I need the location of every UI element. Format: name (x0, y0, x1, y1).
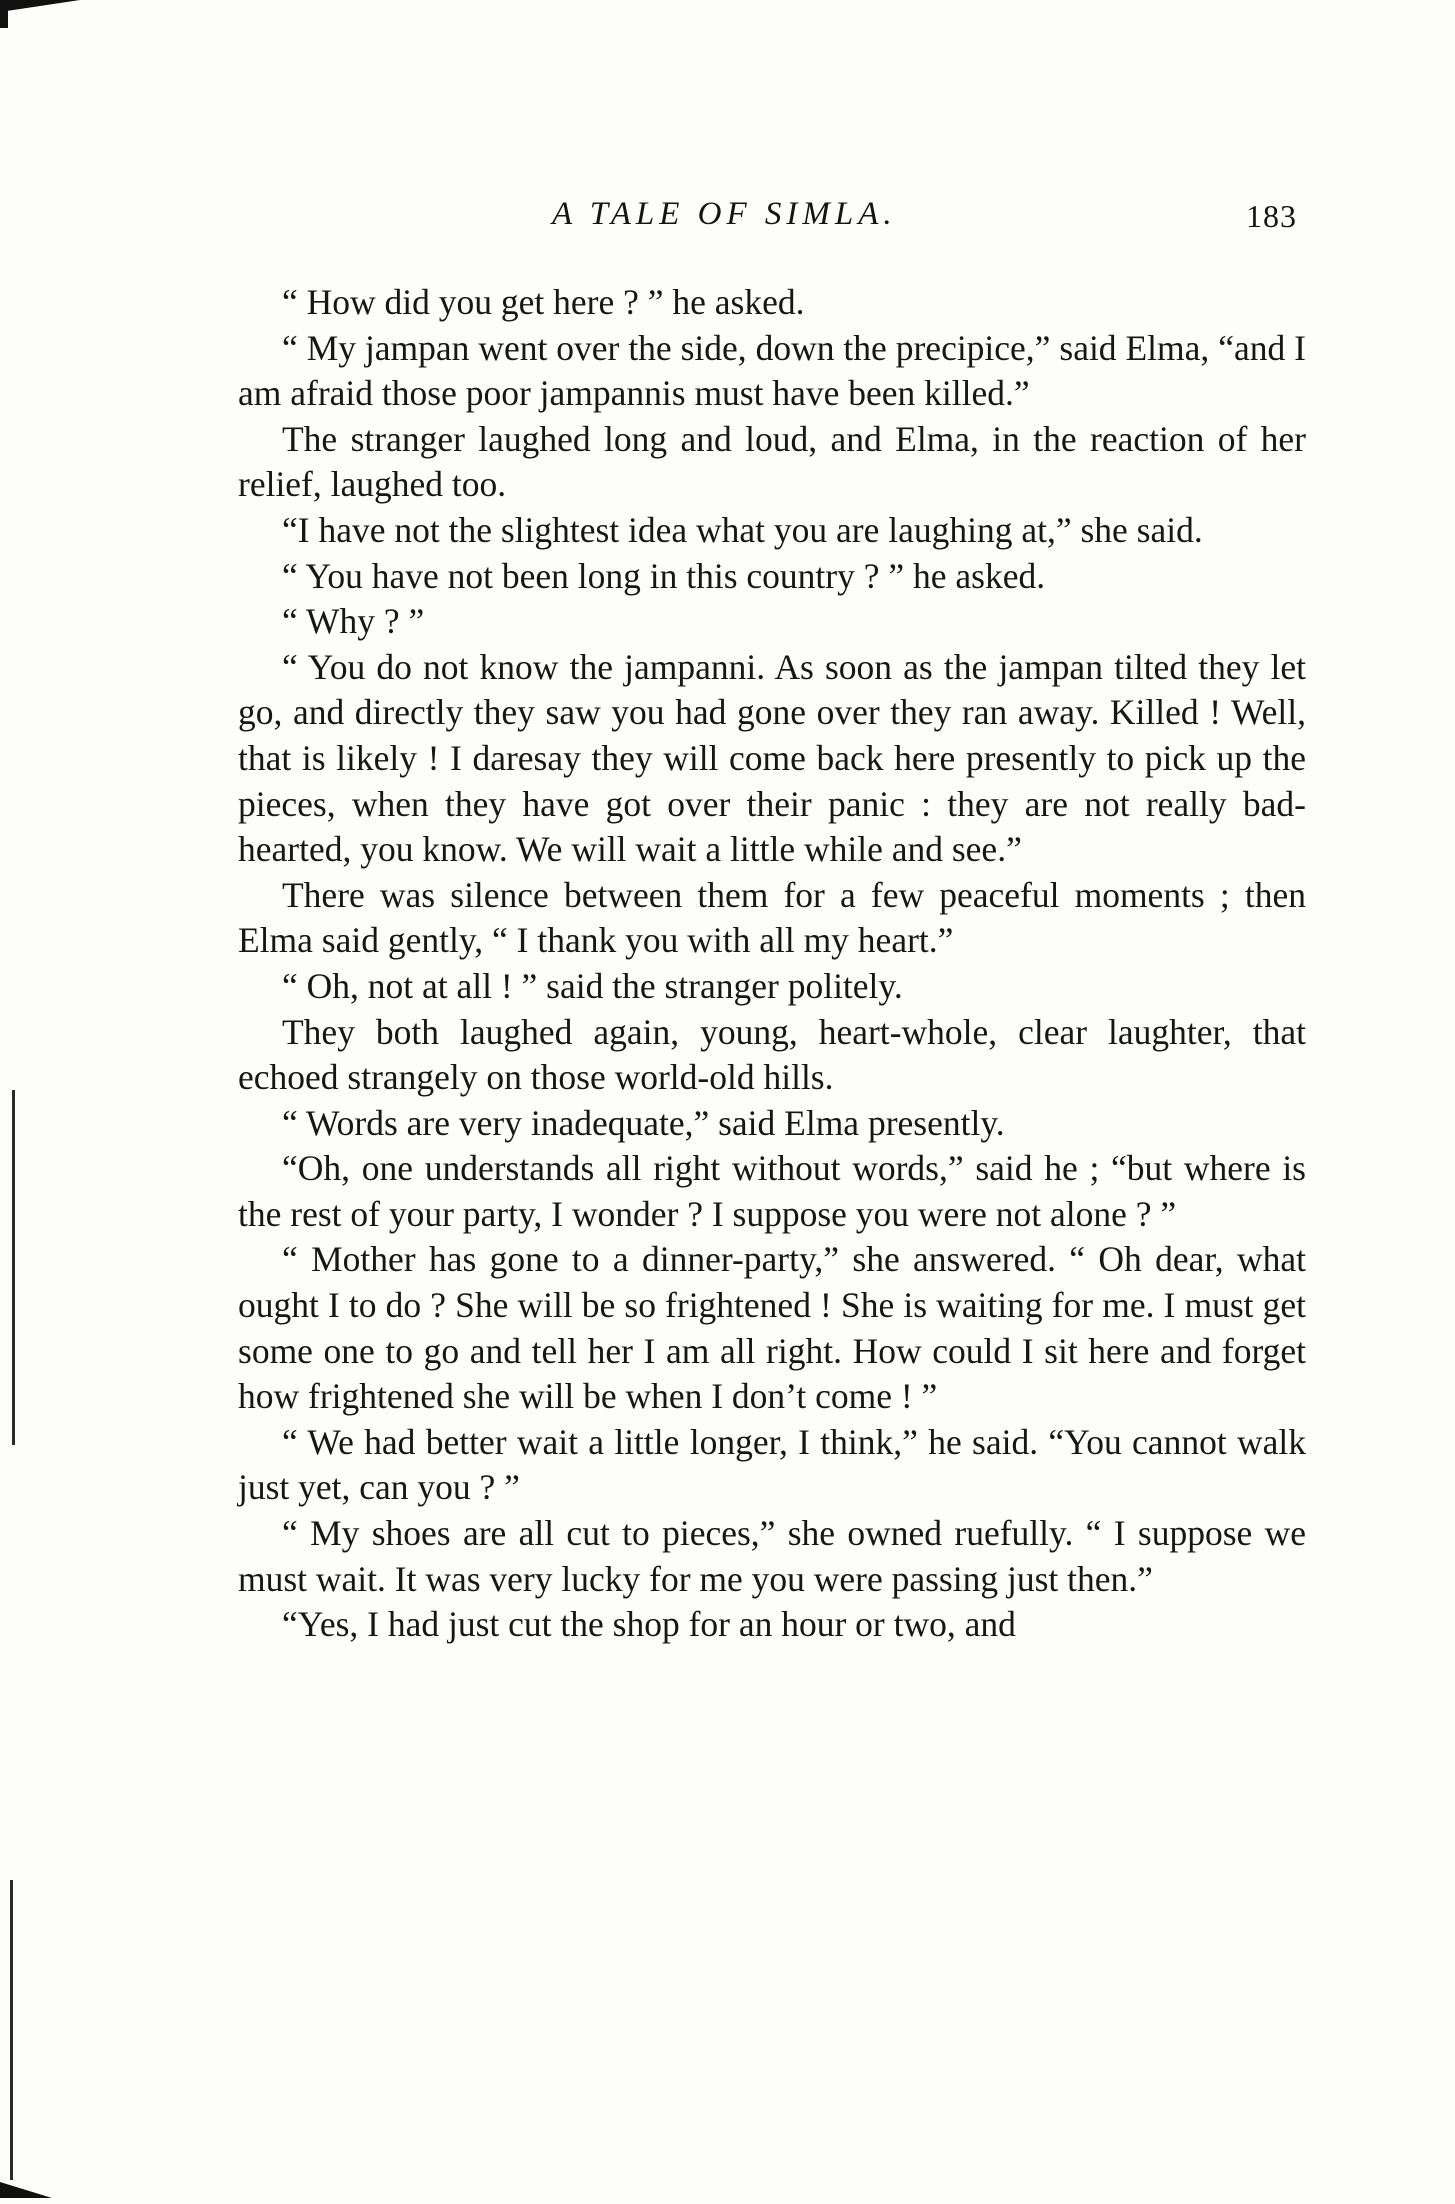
page-number: 183 (1246, 198, 1297, 234)
scan-corner-mark-bottom (0, 2182, 52, 2198)
paragraph: “ Why ? ” (282, 601, 425, 642)
paragraph: “ Oh, not at all ! ” said the stranger politely. (282, 965, 903, 1006)
paragraph: “ How did you get here ? ” he asked. (282, 282, 805, 322)
paragraph: “ My shoes are all cut to pieces,” she owned ruefully. “ I suppose we must wait. It was very lucky for me you were passing just then.” (238, 1513, 1306, 1599)
paragraph: “ Mother has gone to a dinner-party,” she answered. “ Oh dear, what ought I to do ? She will be so frightened ! She is waiting for me. I must get some one to go and tell her I am all right. How could I sit here and forget how frightened she will be when I don’t come ! ” (238, 1239, 1306, 1417)
paragraph: “Oh, one understands all right without words,” said he ; “but where is the rest of your party, I wonder ? I suppose you were not alone ? ” (238, 1148, 1306, 1234)
paragraph: “Yes, I had just cut the shop for an hour or two, and (282, 1604, 1016, 1645)
paragraph: “ We had better wait a little longer, I think,” he said. “You cannot walk just yet, can you ? ” (238, 1421, 1306, 1508)
scan-corner-mark-tail (0, 0, 8, 28)
scan-corner-mark (0, 0, 80, 12)
paragraph: There was silence between them for a few peaceful moments ; then Elma said gently, “ I thank you with all my heart.” (238, 874, 1306, 961)
scan-edge-shadow-lower (10, 1880, 13, 2180)
paragraph: “ My jampan went over the side, down the precipice,” said Elma, “and I am afraid those poor jampannis must have been killed.” (238, 327, 1306, 414)
paragraph: “ You have not been long in this country ? ” he asked. (282, 555, 1046, 596)
body-text (238, 280, 1306, 1648)
scan-edge-shadow (12, 1090, 15, 1445)
paragraph: “I have not the slightest idea what you are laughing at,” she said. (282, 509, 1203, 550)
paragraph: “ Words are very inadequate,” said Elma presently. (282, 1102, 1005, 1143)
paragraph: They both laughed again, young, heart-whole, clear laughter, that echoed strangely on those world-old hills. (238, 1011, 1306, 1098)
running-head (0, 196, 1455, 246)
paragraph: “ You do not know the jampanni. As soon as the jampan tilted they let go, and directly they saw you had gone over they ran away. Killed ! Well, that is likely ! I daresay they will come back here presently to pick up the pieces, when they have got over their panic : they are not really bad-hearted, you know. We will wait a little while and see.” (238, 646, 1306, 870)
running-title: A TALE OF SIMLA. (552, 196, 897, 232)
paragraph: The stranger laughed long and loud, and Elma, in the reaction of her relief, laughed too. (238, 418, 1306, 505)
